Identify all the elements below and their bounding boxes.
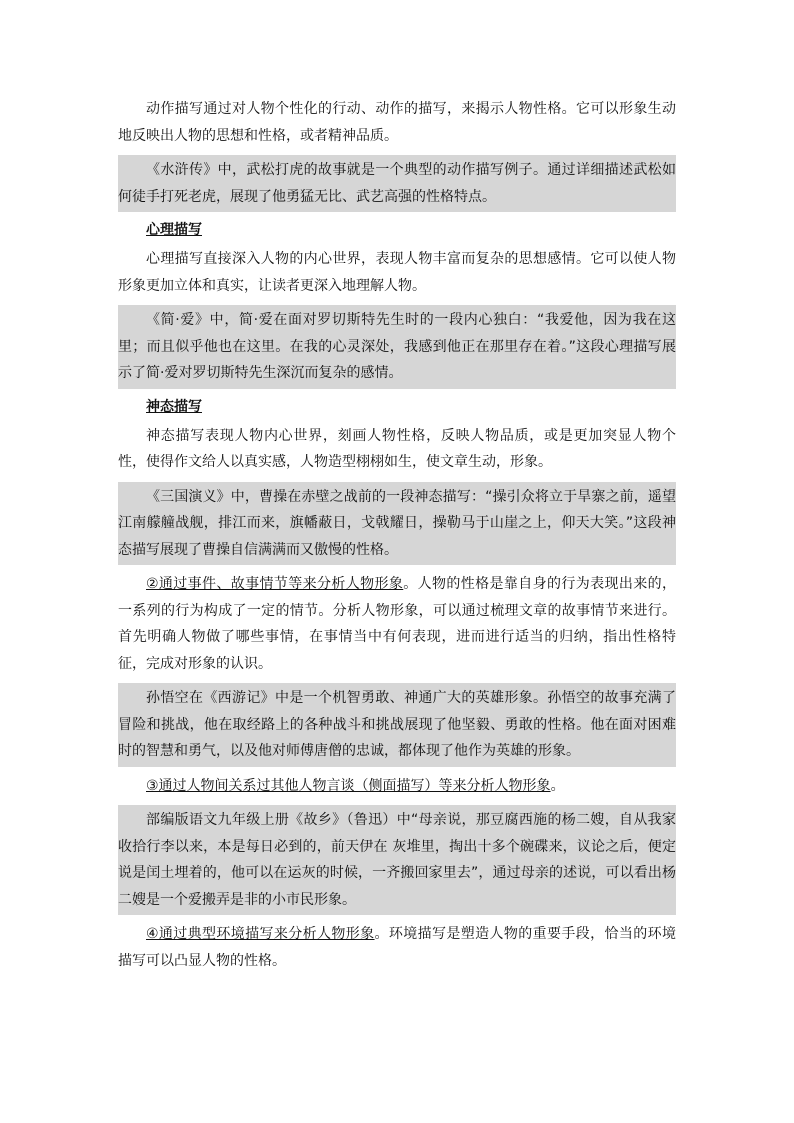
example-water-margin: 《水浒传》中，武松打虎的故事就是一个典型的动作描写例子。通过详细描述武松如何徒手打死老虎，展现了他勇猛无比、武艺高强的性格特点。 xyxy=(118,155,676,212)
heading-expression-description: 神态描写 xyxy=(146,398,202,415)
document-body xyxy=(118,96,676,980)
method-events-lead: ②通过事件、故事情节等来分析人物形象 xyxy=(146,576,404,592)
paragraph-action-description: 动作描写通过对人物个性化的行动、动作的描写，来揭示人物性格。它可以形象生动地反映出人物的思想和性格，或者精神品质。 xyxy=(118,101,676,144)
method-environment-text: 。环境描写是塑造人物的重要手段，恰当的环境描写可以凸显人物的性格。 xyxy=(118,926,676,969)
example-jane-eyre: 《简·爱》中，简·爱在面对罗切斯特先生时的一段内心独白：“我爱他，因为我在这里；而且似乎他也在这里。在我的心灵深处，我感到他正在那里存在着。”这段心理描写展示了简·爱对罗切斯特先生深沉而复杂的感情。 xyxy=(118,305,676,389)
example-hometown: 部编版语文九年级上册《故乡》（鲁迅）中“母亲说，那豆腐西施的杨二嫂，自从我家收拾行李以来，本是每日必到的，前天伊在 灰堆里，掏出十多个碗碟来，议论之后，便定说是闰土埋着的，他可以在运灰的时候，一齐搬回家里去”，通过母亲的述说，可以看出杨二嫂是一个爱搬弄是非的小市民形象。 xyxy=(118,805,676,915)
method-relations-lead: ③通过人物间关系过其他人物言谈（侧面描写）等来分析人物形象 xyxy=(146,777,551,794)
paragraph-method-events xyxy=(118,571,676,677)
paragraph-psychological-description: 心理描写直接深入人物的内心世界，表现人物丰富而复杂的思想感情。它可以使人物形象更加立体和真实，让读者更深入地理解人物。 xyxy=(118,251,676,294)
paragraph-expression-description: 神态描写表现人物内心世界，刻画人物性格，反映人物品质，或是更加突显人物个性，使得作文给人以真实感，人物造型栩栩如生，使文章生动，形象。 xyxy=(118,427,676,470)
paragraph-method-relations xyxy=(118,773,676,800)
method-events-text: 。人物的性格是靠自身的行为表现出来的，一系列的行为构成了一定的情节。分析人物形象，可以通过梳理文章的故事情节来进行。首先明确人物做了哪些事情，在事情当中有何表现，进而进行适当的归纳，指出性格特征，完成对形象的认识。 xyxy=(118,576,676,672)
example-journey-west: 孙悟空在《西游记》中是一个机智勇敢、神通广大的英雄形象。孙悟空的故事充满了冒险和挑战，他在取经路上的各种战斗和挑战展现了他坚毅、勇敢的性格。他在面对困难时的智慧和勇气，以及他对师傅唐僧的忠诚，都体现了他作为英雄的形象。 xyxy=(118,683,676,767)
example-three-kingdoms: 《三国演义》中，曹操在赤壁之战前的一段神态描写：“操引众将立于旱寨之前，遥望江南艨艟战舰，排江而来，旗幡蔽日，戈戟耀日，操勒马于山崖之上，仰天大笑。”这段神态描写展现了曹操自信满满而又傲慢的性格。 xyxy=(118,482,676,566)
heading-psychological-description: 心理描写 xyxy=(146,222,202,238)
method-relations-text: 。 xyxy=(550,777,565,794)
paragraph-method-environment xyxy=(118,921,676,974)
method-environment-lead: ④通过典型环境描写来分析人物形象 xyxy=(146,926,375,942)
